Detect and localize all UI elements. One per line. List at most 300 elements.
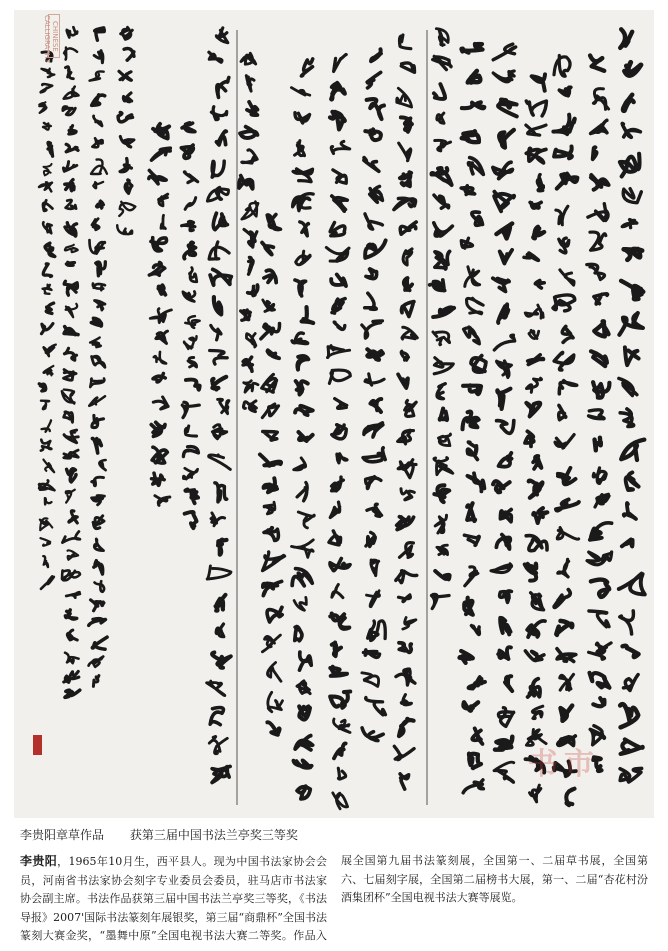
ink-glyph-col5 (500, 510, 511, 522)
ink-glyph-col4 (528, 355, 544, 365)
ink-glyph-col3 (554, 147, 572, 159)
ink-glyph-col16 (155, 496, 170, 506)
ink-glyph-col13 (246, 76, 254, 92)
ink-glyph-col14 (211, 107, 226, 120)
ink-glyph-col6 (471, 356, 486, 372)
ink-glyph-col10 (330, 614, 349, 629)
ink-glyph-col15 (184, 172, 197, 183)
ink-glyph-col16 (153, 124, 169, 139)
ink-glyph-col8 (400, 172, 411, 186)
ink-glyph-col15 (182, 221, 195, 230)
ink-glyph-col18 (90, 378, 104, 387)
ink-glyph-col12 (261, 324, 280, 339)
ink-glyph-col14 (212, 377, 226, 390)
ink-glyph-col19 (67, 630, 77, 640)
ink-glyph-col19 (66, 262, 74, 265)
ink-glyph-col9 (368, 621, 386, 641)
ink-glyph-col5 (500, 618, 510, 635)
ink-glyph-col8 (401, 351, 408, 360)
ink-glyph-col18 (92, 438, 101, 453)
ink-glyph-col9 (370, 186, 383, 202)
ink-glyph-col11 (294, 458, 306, 470)
ink-glyph-col12 (262, 404, 278, 418)
ink-glyph-col2 (594, 321, 608, 336)
ink-glyph-col1 (622, 123, 640, 137)
ink-glyph-col17 (121, 27, 133, 39)
ink-glyph-col17 (118, 113, 132, 122)
ink-glyph-col8 (394, 198, 416, 209)
ink-glyph-col1 (620, 409, 633, 427)
ink-glyph-col14 (217, 78, 229, 98)
ink-glyph-col4 (529, 481, 543, 498)
ink-glyph-col18 (94, 51, 103, 63)
ink-glyph-col18 (92, 356, 105, 367)
ink-glyph-col3 (560, 270, 574, 285)
ink-glyph-col14 (210, 269, 231, 285)
ink-glyph-col2 (589, 410, 605, 419)
ink-glyph-col3 (555, 435, 574, 448)
ink-glyph-col18 (93, 516, 104, 529)
ink-glyph-col10 (329, 370, 350, 383)
ink-glyph-col11 (293, 169, 312, 182)
ink-glyph-col13 (242, 202, 258, 220)
ink-glyph-col4 (528, 679, 540, 697)
ink-glyph-col4 (525, 651, 544, 661)
ink-glyph-col7 (434, 223, 453, 236)
ink-glyph-col1 (623, 646, 639, 657)
ink-glyph-col3 (553, 295, 575, 311)
ink-glyph-col19 (66, 304, 78, 318)
ink-glyph-col15 (182, 123, 195, 132)
watermark (486, 716, 636, 806)
ink-glyph-col15 (185, 426, 196, 436)
ink-glyph-col12 (263, 300, 275, 312)
ink-glyph-col15 (183, 447, 198, 457)
ink-glyph-col12 (263, 432, 278, 441)
ink-glyph-col11 (295, 627, 302, 641)
caption (20, 826, 640, 843)
ink-glyph-col5 (493, 44, 516, 60)
ink-glyph-col20 (43, 285, 52, 294)
ink-glyph-col3 (553, 115, 574, 134)
ink-glyph-col4 (525, 305, 543, 318)
ink-glyph-col9 (365, 240, 385, 258)
artist-bio (20, 852, 648, 947)
artist-name: 李贵阳 (20, 854, 58, 868)
ink-glyph-col3 (559, 405, 566, 419)
ink-glyph-col10 (326, 248, 349, 262)
ink-glyph-col6 (464, 535, 479, 545)
ink-glyph-col2 (593, 147, 597, 159)
ink-glyph-col3 (559, 238, 569, 253)
ink-glyph-col10 (338, 768, 345, 779)
ink-glyph-col6 (463, 702, 478, 710)
ink-glyph-col11 (293, 194, 314, 211)
ink-glyph-col3 (554, 56, 570, 77)
ink-glyph-col10 (330, 223, 345, 236)
ink-glyph-col20 (43, 123, 51, 130)
ink-glyph-col9 (362, 728, 383, 741)
ink-glyph-col15 (184, 336, 196, 349)
ink-glyph-col5 (494, 192, 514, 212)
ink-glyph-col2 (593, 698, 604, 706)
ink-glyph-col4 (529, 330, 539, 338)
ink-glyph-col11 (296, 251, 310, 265)
ink-glyph-col8 (399, 143, 411, 161)
ink-glyph-col8 (399, 719, 414, 736)
ink-glyph-col4 (533, 227, 544, 239)
ink-glyph-col9 (365, 129, 381, 140)
ink-glyph-col6 (464, 327, 480, 344)
ink-glyph-col7 (440, 409, 447, 420)
ink-glyph-col18 (92, 477, 104, 486)
ink-glyph-col7 (431, 594, 449, 608)
ink-glyph-col8 (400, 222, 416, 234)
ink-glyph-col8 (400, 774, 409, 789)
ink-glyph-col6 (472, 212, 483, 225)
ink-glyph-col14 (213, 213, 227, 230)
ink-glyph-col6 (460, 651, 473, 663)
ink-glyph-col7 (437, 384, 445, 399)
ink-glyph-col9 (365, 214, 382, 229)
ink-glyph-col20 (39, 182, 52, 191)
ink-glyph-col11 (300, 222, 309, 236)
ink-glyph-col7 (436, 29, 448, 46)
ink-glyph-col8 (400, 543, 414, 558)
ink-glyph-col6 (461, 238, 472, 248)
ink-glyph-col14 (207, 187, 228, 201)
ink-glyph-col14 (216, 131, 226, 145)
ink-glyph-col11 (295, 141, 305, 156)
ink-glyph-col19 (69, 511, 77, 523)
ink-glyph-col1 (619, 574, 645, 595)
ink-glyph-col12 (267, 215, 280, 230)
ink-glyph-col4 (537, 175, 543, 191)
ink-glyph-col4 (526, 125, 546, 135)
ink-glyph-col9 (364, 158, 379, 172)
ink-glyph-col18 (92, 95, 105, 105)
ink-glyph-col14 (216, 595, 226, 611)
bio-text: ，1965年10月生，西平县人。现为中国书法家协会会员，河南省书法家协会刻字专业委员会委员，驻马店市书法家协会副主席。书法作品获第三届中国书法兰亭奖三等奖，《书法导报》2007'国际书法篆刻年展银奖，第三届“商鼎杯”全国书法篆刻大赛金奖，“墨舞中原”全国电视书法大赛二等奖。作品入展全国第九届书法篆刻展，全国第一、二届草书展，全国第六、七届刻字展，全国第二届榜书大展，第一、二届“杏花村汾酒集团杯”全国电视书法大赛等展览。 (20, 854, 648, 942)
ink-glyph-col7 (435, 140, 451, 150)
ink-glyph-col3 (554, 352, 574, 370)
ink-glyph-col12 (268, 692, 283, 712)
side-mark-label: CHINESE CALLIGRAPHY (43, 15, 59, 64)
ink-glyph-col10 (335, 399, 347, 409)
ink-glyph-col6 (465, 567, 478, 586)
ink-glyph-col2 (587, 552, 612, 565)
ink-glyph-col11 (296, 381, 308, 394)
ink-glyph-col6 (469, 754, 481, 768)
ink-glyph-col19 (63, 162, 76, 172)
ink-glyph-col15 (189, 268, 196, 282)
ink-glyph-col9 (365, 374, 384, 385)
ink-glyph-col12 (262, 243, 273, 255)
ink-glyph-col5 (493, 278, 509, 291)
ink-glyph-col7 (434, 458, 453, 475)
ink-glyph-col2 (591, 120, 607, 133)
ink-glyph-col10 (334, 322, 345, 329)
ink-glyph-col19 (64, 430, 78, 443)
ink-glyph-col6 (468, 158, 483, 175)
ink-glyph-col19 (67, 469, 76, 482)
ink-glyph-col14 (210, 708, 223, 725)
ink-glyph-col19 (64, 412, 73, 423)
ink-glyph-col13 (244, 401, 257, 412)
ink-glyph-col4 (533, 508, 547, 523)
ink-glyph-col19 (65, 348, 77, 360)
ink-glyph-col10 (333, 793, 348, 809)
ink-glyph-col7 (434, 195, 449, 208)
ink-glyph-col5 (493, 162, 513, 178)
ink-glyph-col1 (623, 189, 641, 203)
ink-glyph-col4 (526, 148, 546, 163)
ink-glyph-col14 (212, 425, 226, 439)
ink-glyph-col4 (525, 564, 537, 581)
ink-glyph-col1 (622, 539, 633, 546)
ink-glyph-col11 (297, 483, 307, 501)
ink-glyph-col11 (297, 786, 310, 799)
ink-glyph-col19 (66, 200, 77, 209)
ink-glyph-col20 (43, 366, 53, 376)
ink-glyph-col19 (65, 653, 79, 664)
ink-glyph-col16 (153, 397, 168, 409)
ink-glyph-col1 (621, 440, 644, 460)
ink-glyph-col19 (64, 281, 77, 295)
ink-glyph-col9 (366, 698, 386, 715)
ink-glyph-col17 (119, 71, 131, 80)
ink-glyph-col20 (45, 243, 55, 256)
ink-glyph-col19 (64, 327, 78, 335)
ink-glyph-col18 (93, 676, 99, 687)
ink-glyph-col20 (43, 345, 55, 357)
ink-glyph-col5 (491, 564, 512, 573)
ink-glyph-col1 (622, 220, 637, 228)
ink-glyph-col10 (334, 54, 347, 71)
ink-glyph-col20 (42, 324, 53, 334)
ink-glyph-col2 (590, 673, 610, 688)
ink-glyph-col4 (535, 281, 544, 289)
ink-glyph-col16 (154, 352, 166, 364)
ink-glyph-col20 (43, 200, 52, 211)
ink-glyph-col15 (188, 357, 197, 367)
ink-glyph-col13 (241, 53, 256, 64)
ink-glyph-col12 (264, 528, 278, 541)
ink-glyph-col20 (41, 440, 51, 451)
ink-glyph-col8 (394, 746, 414, 759)
ink-glyph-col18 (99, 460, 105, 470)
ink-glyph-col14 (209, 242, 229, 259)
ink-glyph-col1 (624, 503, 636, 519)
ink-glyph-col11 (302, 307, 314, 323)
ink-glyph-col17 (124, 48, 134, 60)
ink-glyph-col18 (96, 201, 104, 209)
ink-glyph-col9 (371, 399, 382, 412)
ink-glyph-col1 (624, 675, 639, 691)
ink-glyph-col19 (64, 48, 77, 60)
ink-glyph-col11 (292, 569, 312, 586)
ink-glyph-col17 (123, 93, 131, 102)
ink-glyph-col4 (531, 593, 544, 610)
ink-glyph-col11 (300, 652, 312, 670)
ink-glyph-col11 (299, 706, 310, 719)
ink-glyph-col4 (526, 101, 546, 116)
ink-glyph-col16 (149, 170, 166, 184)
ink-glyph-col4 (525, 431, 534, 446)
ink-glyph-col9 (367, 504, 382, 516)
ink-glyph-col8 (403, 249, 412, 265)
ink-glyph-col12 (260, 454, 281, 465)
ink-glyph-col10 (330, 559, 350, 571)
ink-glyph-col10 (331, 83, 345, 100)
ink-glyph-col19 (64, 370, 76, 381)
ink-glyph-col10 (329, 531, 341, 545)
ink-glyph-col3 (556, 206, 568, 225)
ink-glyph-col10 (333, 719, 350, 733)
ink-glyph-col10 (333, 170, 346, 183)
ink-glyph-col18 (95, 28, 105, 40)
ink-glyph-col7 (435, 571, 449, 579)
ink-glyph-col10 (330, 667, 347, 676)
ink-glyph-col5 (505, 676, 512, 691)
ink-glyph-col12 (262, 635, 280, 652)
ink-glyph-col4 (532, 74, 545, 90)
ink-glyph-col18 (89, 396, 105, 406)
ink-glyph-col2 (591, 351, 607, 366)
ink-glyph-col19 (67, 27, 77, 37)
award-text: 获第三届中国书法兰亭奖三等奖 (129, 828, 298, 842)
ink-glyph-col20 (46, 303, 53, 313)
ink-glyph-col9 (363, 448, 385, 462)
ink-glyph-col8 (405, 401, 417, 417)
ink-glyph-col2 (593, 382, 609, 398)
ink-glyph-col9 (367, 591, 380, 607)
ink-glyph-col14 (209, 52, 222, 62)
ink-glyph-col12 (267, 607, 282, 622)
ink-glyph-col10 (332, 299, 345, 314)
ink-glyph-col2 (595, 494, 609, 507)
ink-glyph-col1 (620, 154, 640, 177)
ink-glyph-col6 (467, 442, 477, 459)
ink-glyph-col13 (241, 310, 251, 320)
ink-glyph-col8 (402, 327, 417, 339)
ink-glyph-col14 (209, 736, 227, 753)
ink-glyph-col1 (621, 281, 643, 300)
ink-glyph-col7 (437, 113, 444, 123)
ink-glyph-col19 (69, 126, 76, 135)
ink-glyph-col7 (437, 545, 448, 554)
ink-glyph-col10 (332, 425, 346, 439)
ink-glyph-col19 (65, 610, 76, 619)
ink-glyph-col18 (96, 262, 106, 276)
ink-glyph-col11 (297, 356, 308, 370)
ink-glyph-col1 (620, 611, 634, 634)
ink-glyph-col12 (263, 581, 282, 595)
watermark-char-1: 书 (528, 747, 558, 782)
ink-glyph-col6 (469, 677, 485, 689)
ink-glyph-col15 (185, 316, 199, 328)
ink-glyph-col14 (211, 513, 225, 526)
work-title: 李贵阳章草作品 (20, 828, 105, 842)
ink-glyph-col19 (65, 180, 74, 191)
ink-glyph-col5 (498, 100, 517, 117)
ink-glyph-col8 (401, 63, 414, 72)
ink-glyph-col14 (212, 161, 224, 177)
ink-glyph-col12 (267, 722, 279, 735)
ink-glyph-col14 (218, 540, 226, 555)
ink-glyph-col15 (184, 242, 195, 258)
ink-glyph-col2 (588, 204, 608, 221)
ink-glyph-col11 (295, 406, 313, 415)
ink-glyph-col2 (590, 523, 612, 540)
ink-glyph-col9 (366, 532, 375, 546)
ink-glyph-col7 (434, 84, 445, 99)
ink-glyph-col1 (625, 62, 641, 75)
ink-glyph-col13 (240, 127, 257, 138)
ink-glyph-col18 (92, 637, 107, 649)
ink-glyph-col18 (95, 581, 104, 592)
ink-glyph-col20 (41, 538, 51, 546)
ink-glyph-col20 (45, 498, 52, 505)
ink-glyph-col12 (263, 552, 285, 571)
ink-glyph-col19 (64, 450, 79, 458)
ink-glyph-col20 (48, 142, 53, 156)
ink-glyph-col18 (90, 71, 104, 80)
ink-glyph-col2 (595, 438, 601, 451)
ink-glyph-col6 (463, 780, 483, 793)
ink-glyph-col7 (438, 434, 450, 446)
ink-glyph-col8 (400, 35, 411, 49)
ink-glyph-col9 (371, 49, 381, 61)
ink-glyph-col14 (212, 652, 231, 667)
ink-glyph-col7 (433, 307, 454, 317)
ink-glyph-col9 (363, 650, 379, 658)
ink-glyph-col3 (554, 590, 570, 608)
ink-glyph-col4 (527, 621, 545, 637)
ink-glyph-col6 (463, 385, 481, 394)
ink-glyph-col7 (435, 515, 446, 533)
ink-glyph-col3 (559, 87, 571, 95)
ink-glyph-col17 (120, 159, 131, 172)
ink-glyph-col18 (92, 138, 102, 147)
ink-glyph-col18 (91, 159, 107, 174)
ink-glyph-col11 (297, 681, 310, 694)
ink-glyph-col2 (593, 468, 606, 484)
ink-glyph-col3 (560, 674, 574, 690)
ink-glyph-col1 (626, 472, 639, 490)
ink-glyph-col14 (215, 483, 227, 502)
ink-glyph-col2 (591, 580, 609, 597)
ink-glyph-col13 (242, 150, 257, 163)
ink-glyph-col8 (397, 88, 412, 107)
ink-glyph-col11 (295, 736, 312, 750)
ink-glyph-col20 (43, 556, 48, 567)
ink-glyph-col11 (299, 432, 313, 441)
ink-glyph-col9 (366, 477, 381, 489)
ink-glyph-col14 (207, 681, 225, 696)
ink-glyph-col19 (64, 671, 79, 682)
ink-glyph-col11 (294, 760, 312, 767)
ink-glyph-col9 (362, 673, 379, 687)
ink-glyph-col20 (41, 576, 54, 589)
ink-glyph-col20 (41, 84, 53, 92)
ink-glyph-col10 (330, 112, 345, 130)
ink-glyph-col19 (64, 87, 79, 99)
ink-glyph-col18 (93, 182, 103, 188)
ink-glyph-col4 (527, 378, 542, 392)
ink-glyph-col6 (472, 626, 480, 635)
ink-glyph-col6 (462, 131, 479, 142)
